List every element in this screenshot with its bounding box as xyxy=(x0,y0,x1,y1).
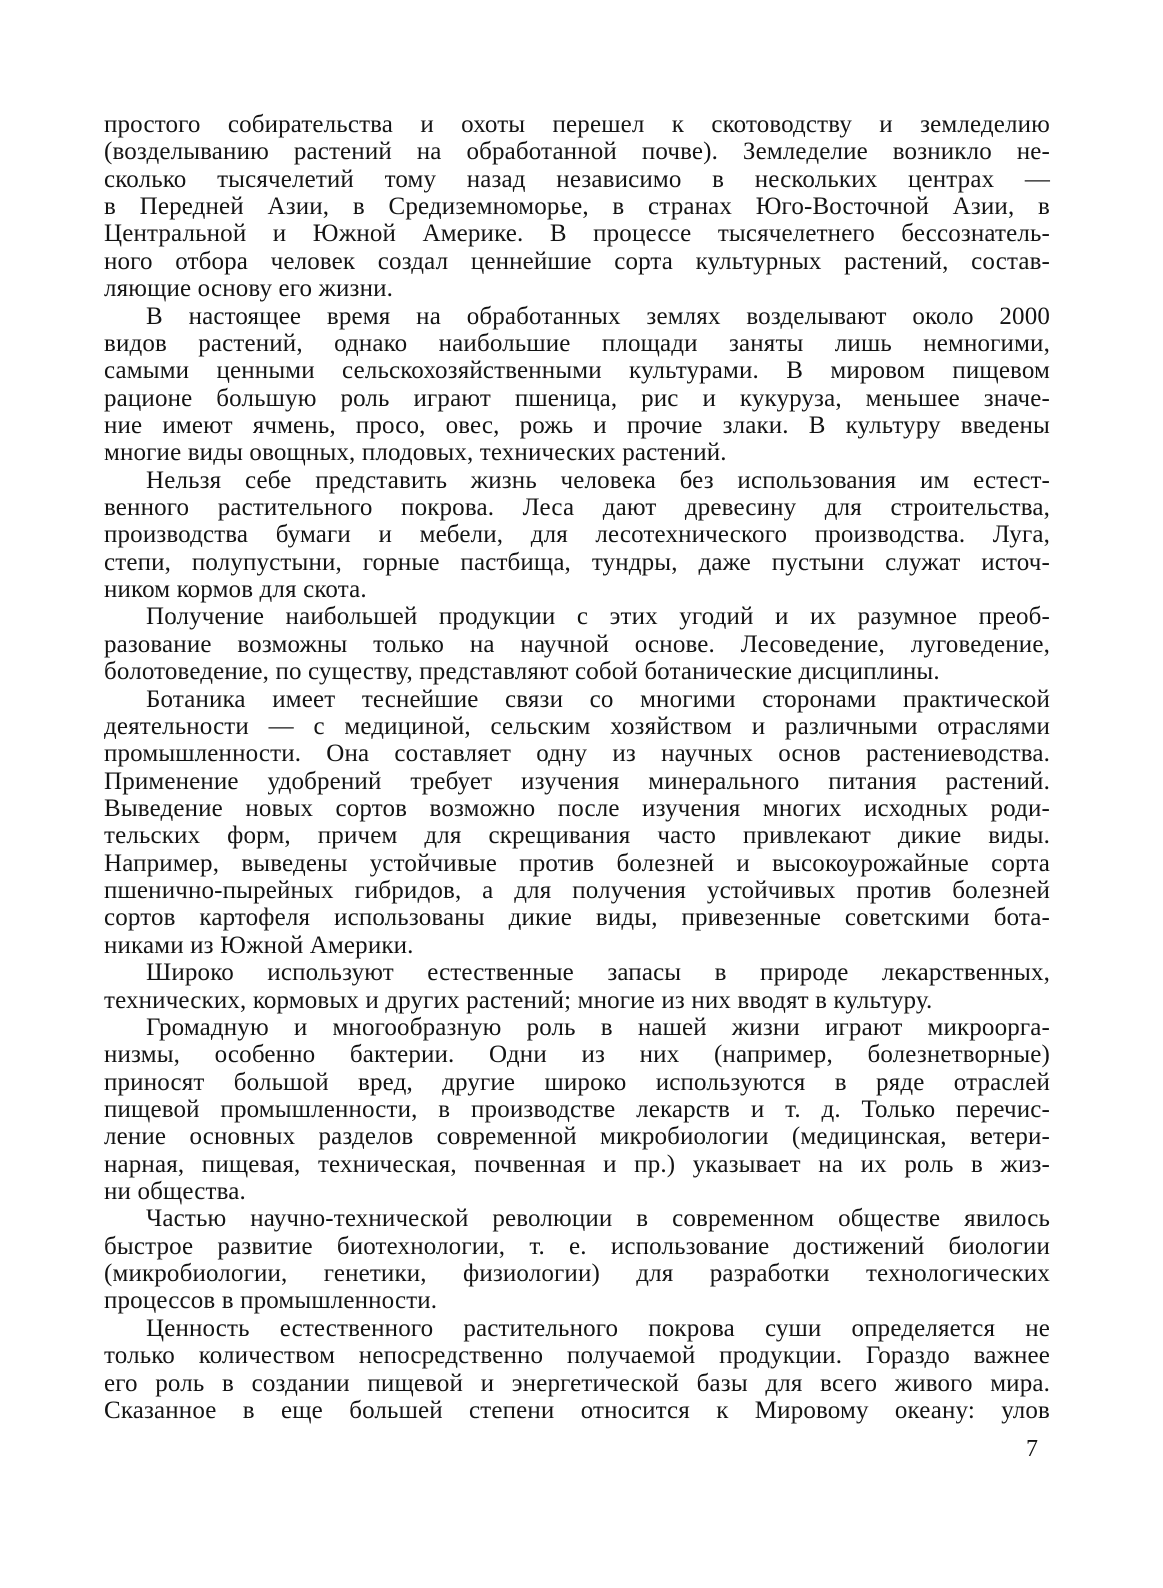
text-line: процессов в промышленности. xyxy=(104,1287,438,1315)
text-line: болотоведение, по существу, представляют собой ботанические дисциплины. xyxy=(104,658,940,686)
paragraph xyxy=(104,303,1050,467)
text-line: простого собирательства и охоты перешел к скотоводству и земледелию xyxy=(104,111,1050,138)
text-line: ление основных разделов современной микробиологии (медицинская, ветери- xyxy=(104,1123,1050,1151)
paragraph xyxy=(104,959,1050,1014)
text-line: ного отбора человек создал ценнейшие сорта культурных растений, состав- xyxy=(104,247,1050,275)
paragraph xyxy=(104,603,1050,685)
text-line: тельских форм, причем для скрещивания часто привлекают дикие виды. xyxy=(104,822,1050,850)
text-line: многие виды овощных, плодовых, технических растений. xyxy=(104,439,727,467)
text-line: Получение наибольшей продукции с этих угодий и их разумное преоб- xyxy=(146,603,1050,631)
text-line: промышленности. Она составляет одну из научных основ растениеводства. xyxy=(104,740,1050,768)
text-line: Ботаника имеет теснейшие связи со многими сторонами практической xyxy=(146,685,1050,713)
text-line: Применение удобрений требует изучения минерального питания растений. xyxy=(104,767,1050,795)
text-line: никами из Южной Америки. xyxy=(104,931,414,959)
text-line: Ценность естественного растительного покрова суши определяется не xyxy=(146,1314,1050,1342)
paragraph xyxy=(104,1014,1050,1206)
page-text xyxy=(104,111,1050,1424)
text-line: пшенично-пырейных гибридов, а для получения устойчивых против болезней xyxy=(104,877,1050,905)
text-line: видов растений, однако наибольшие площади заняты лишь немногими, xyxy=(104,329,1050,357)
text-line: рационе большую роль играют пшеница, рис и кукуруза, меньшее значе- xyxy=(104,384,1050,412)
text-line: сколько тысячелетий тому назад независимо в нескольких центрах — xyxy=(104,165,1050,193)
text-line: ни общества. xyxy=(104,1178,246,1206)
text-line: приносят большой вред, другие широко используются в ряде отраслей xyxy=(104,1068,1050,1096)
paragraph xyxy=(104,111,1050,303)
text-line: В настоящее время на обработанных землях возделывают около 2000 xyxy=(146,302,1050,330)
text-line: Центральной и Южной Америке. В процессе тысячелетнего бессознатель- xyxy=(104,220,1050,248)
text-line: нарная, пищевая, техническая, почвенная и пр.) указывает на их роль в жиз- xyxy=(104,1150,1050,1178)
paragraph xyxy=(104,686,1050,960)
text-line: ние имеют ячмень, просо, овес, рожь и прочие злаки. В культуру введены xyxy=(104,411,1050,439)
text-line: (возделыванию растений на обработанной почве). Земледелие возникло не- xyxy=(104,138,1050,166)
text-line: Широко используют естественные запасы в природе лекарственных, xyxy=(146,959,1050,987)
text-line: производства бумаги и мебели, для лесотехнического производства. Луга, xyxy=(104,521,1050,549)
text-line: разование возможны только на научной основе. Лесоведение, луговедение, xyxy=(104,630,1050,658)
text-line: Нельзя себе представить жизнь человека без использования им естест- xyxy=(146,466,1050,494)
text-line: в Передней Азии, в Средиземноморье, в странах Юго-Восточной Азии, в xyxy=(104,193,1050,221)
text-line: Например, выведены устойчивые против болезней и высокоурожайные сорта xyxy=(104,849,1050,877)
paragraph xyxy=(104,1315,1050,1424)
text-line: Сказанное в еще большей степени относится к Мировому океану: улов xyxy=(104,1396,1050,1424)
text-line: сортов картофеля использованы дикие виды, привезенные советскими бота- xyxy=(104,904,1050,932)
text-line: Частью научно-технической революции в современном обществе явилось xyxy=(146,1205,1050,1233)
text-line: технических, кормовых и других растений; многие из них вводят в культуру. xyxy=(104,986,933,1014)
text-line: только количеством непосредственно получаемой продукции. Гораздо важнее xyxy=(104,1342,1050,1370)
text-line: ляющие основу его жизни. xyxy=(104,275,394,303)
text-line: деятельности — с медициной, сельским хозяйством и различными отраслями xyxy=(104,712,1050,740)
text-line: самыми ценными сельскохозяйственными культурами. В мировом пищевом xyxy=(104,357,1050,385)
text-line: пищевой промышленности, в производстве лекарств и т. д. Только перечис- xyxy=(104,1095,1050,1123)
text-line: низмы, особенно бактерии. Одни из них (например, болезнетворные) xyxy=(104,1041,1050,1069)
paragraph xyxy=(104,1205,1050,1314)
text-line: Выведение новых сортов возможно после изучения многих исходных роди- xyxy=(104,794,1050,822)
text-line: степи, полупустыни, горные пастбища, тундры, даже пустыни служат источ- xyxy=(104,548,1050,576)
text-line: венного растительного покрова. Леса дают древесину для строительства, xyxy=(104,494,1050,522)
page-number: 7 xyxy=(1026,1436,1038,1462)
text-line: ником кормов для скота. xyxy=(104,576,367,604)
text-line: Громадную и многообразную роль в нашей жизни играют микроорга- xyxy=(146,1013,1050,1041)
text-line: быстрое развитие биотехнологии, т. е. использование достижений биологии xyxy=(104,1232,1050,1260)
paragraph xyxy=(104,467,1050,604)
text-line: его роль в создании пищевой и энергетической базы для всего живого мира. xyxy=(104,1369,1050,1397)
text-line: (микробиологии, генетики, физиологии) для разработки технологических xyxy=(104,1260,1050,1288)
